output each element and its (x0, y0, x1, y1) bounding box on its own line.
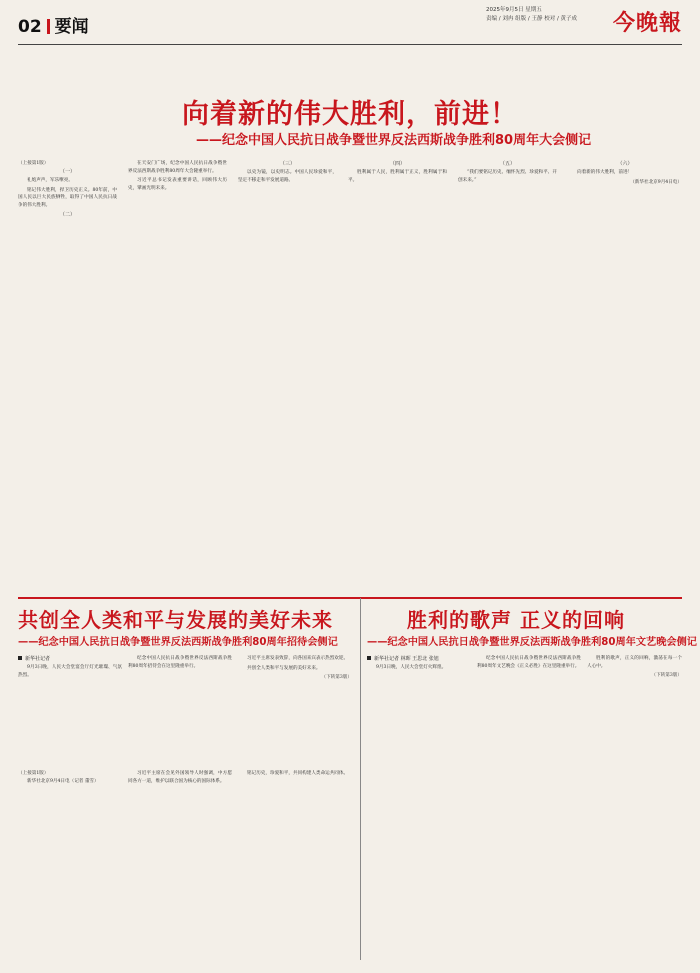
main-story-column-2 (128, 160, 227, 590)
main-subhead: ——纪念中国人民抗日战争暨世界反法西斯战争胜利80周年大会侧记 (196, 133, 592, 148)
article-left-column-2 (128, 655, 232, 765)
article-right-byline (367, 655, 471, 664)
story-paragraph: “我们要铭记历史、缅怀先烈、珍爱和平、开创未来。” (458, 170, 557, 183)
byline-square-icon (18, 656, 22, 660)
lower-paragraph: 新华社北京9月4日电（记者 董雪） (27, 779, 99, 784)
article-right-headline: 胜利的歌声 正义的回响 (407, 608, 625, 632)
article-right-column-2 (477, 655, 581, 765)
story-paragraph: 礼炮声声，军乐嘹亮。 (27, 178, 73, 183)
continued-marker: （下转第3版） (651, 673, 682, 679)
article-right-column-3 (587, 655, 682, 765)
article-left-headline: 共创全人类和平与发展的美好未来 (18, 608, 333, 632)
lower-paragraph: 铭记历史，珍爱和平，共同构建人类命运共同体。 (247, 771, 349, 776)
column-divider (360, 598, 361, 960)
lower-paragraph: 习近平主席在会见外国领导人时强调，中方愿同各方一道，维护以联合国为核心的国际体系。 (128, 771, 232, 784)
article-paragraph: 9月3日晚，人民大会堂宴会厅灯光璀璨、气氛热烈。 (18, 665, 122, 678)
continued-marker: （下转第3版） (321, 675, 352, 681)
issue-date: 2025年9月5日 星期五 (486, 7, 542, 13)
page-header (18, 0, 682, 44)
article-paragraph: 共创全人类和平与发展的美好未来。 (247, 665, 321, 671)
lower-story-column-3 (238, 770, 352, 960)
main-story-column-1 (18, 160, 117, 590)
issue-meta (486, 6, 577, 24)
page-num-text: 02 (18, 17, 42, 37)
story-paragraph: 向着新的伟大胜利，前进！ (577, 170, 633, 175)
article-paragraph: 胜利的歌声，正义的回响，激荡在每一个人心中。 (587, 656, 682, 669)
article-left-byline (18, 655, 122, 664)
article-paragraph: 纪念中国人民抗日战争暨世界反法西斯战争胜利80周年文艺晚会《正义必胜》在这里隆重举行。 (477, 656, 581, 669)
section-divider-rule (18, 597, 682, 599)
story-source: （上接第1版） (18, 161, 49, 166)
newspaper-logo: 今晚報 (612, 10, 682, 36)
section-divider (47, 19, 50, 34)
article-paragraph: 纪念中国人民抗日战争暨世界反法西斯战争胜利80周年招待会在这里隆重举行。 (128, 656, 232, 669)
story-paragraph: 铭记伟大胜利，捍卫历史正义。80年前，中国人民以巨大民族牺牲，取得了中国人民抗日战争的伟大胜利。 (18, 187, 117, 208)
lower-story-column-1 (18, 770, 122, 960)
story-paragraph: 胜利属于人民，胜利属于正义，胜利属于和平。 (348, 170, 447, 183)
article-paragraph: 9月3日晚，人民大会堂灯火辉煌。 (376, 665, 447, 670)
section-marker: （一） (59, 169, 75, 175)
story-paragraph: 在天安门广场，纪念中国人民抗日战争暨世界反法西斯战争胜利80周年大会隆重举行。 (128, 161, 227, 174)
editors-line: 责编 / 刘冉 组版 / 王静 校对 / 黄子成 (486, 16, 578, 22)
byline-text: 新华社记者 (25, 656, 51, 662)
main-story-column-5 (458, 160, 557, 590)
lower-story-source: （上接第1版） (18, 771, 49, 776)
section-marker: （五） (499, 161, 515, 167)
article-left-column-1 (18, 655, 122, 765)
byline-square-icon (367, 656, 371, 660)
story-paragraph: 以史为镜，以史明志。中国人民珍爱和平，坚定不移走和平发展道路。 (238, 170, 337, 183)
main-story-column-6 (568, 160, 682, 590)
story-paragraph: 习近平总书记发表重要讲话，回顾伟大历史，擘画光明未来。 (128, 178, 227, 191)
article-paragraph: 习近平主席发表致辞，向各国来宾表示热烈欢迎。 (247, 656, 349, 661)
article-left-column-3 (238, 655, 352, 765)
section-marker: （二） (59, 212, 75, 219)
main-headline: 向着新的伟大胜利，前进！ (182, 99, 518, 130)
article-right-subhead: ——纪念中国人民抗日战争暨世界反法西斯战争胜利80周年文艺晚会侧记 (367, 637, 697, 648)
page-number (18, 12, 89, 37)
main-story-column-4 (348, 160, 447, 590)
article-right-column-1 (367, 655, 471, 765)
story-dateline: （新华社北京9月4日电） (630, 179, 682, 185)
section-name: 要闻 (54, 17, 89, 37)
section-marker: （三） (279, 161, 295, 167)
section-marker: （六） (617, 161, 633, 167)
article-left-subhead: ——纪念中国人民抗日战争暨世界反法西斯战争胜利80周年招待会侧记 (18, 637, 338, 648)
lower-story-column-2 (128, 770, 232, 960)
byline-text: 新华社记者 林晖 王思北 张旭 (374, 656, 439, 662)
section-marker: （四） (389, 161, 405, 167)
main-story-column-3 (238, 160, 337, 590)
header-rule (18, 44, 682, 45)
